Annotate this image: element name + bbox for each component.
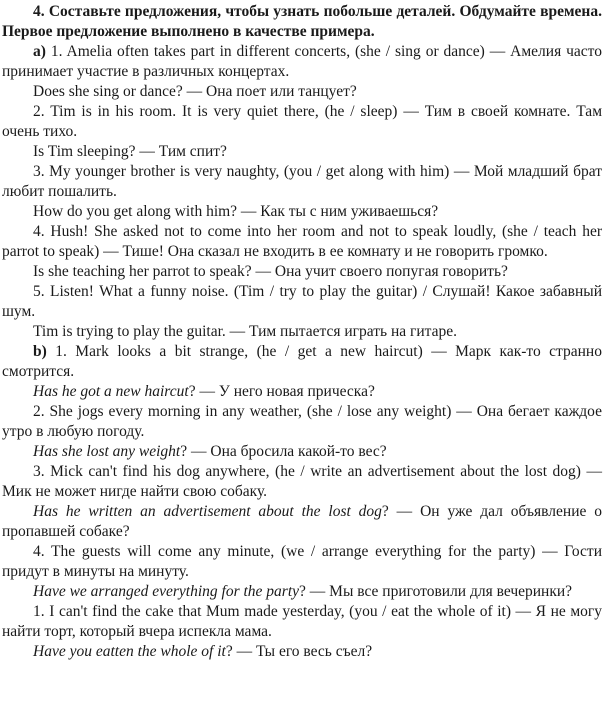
text-segment-italic: Have you eatten the whole of it [33, 643, 226, 660]
text-segment-regular: ? — Она бросила какой-то вес? [180, 443, 387, 460]
item-a-1 [2, 42, 602, 82]
text-segment-italic: Has he written an advertisement about the lost dog [33, 503, 382, 520]
text-segment-italic: Have we arranged everything for the party [33, 583, 300, 600]
text-segment-regular: 1. Mark looks a bit strange, (he / get a new haircut) — Марк как-то странно смотрится. [2, 343, 602, 380]
answer-b-5 [2, 642, 602, 662]
item-b-3 [2, 462, 602, 502]
text-segment-regular: Is she teaching her parrot to speak? — Она учит своего попугая говорить? [33, 263, 508, 280]
question-a-3 [2, 202, 602, 222]
text-segment-regular: 2. Tim is in his room. It is very quiet there, (he / sleep) — Тим в своей комнате. Там очень тихо. [2, 103, 602, 140]
item-b-5 [2, 602, 602, 642]
text-segment-regular: 4. Hush! She asked not to come into her room and not to speak loudly, (she / teach her parrot to speak) — Тише! Она сказал не входить в ее комнату и не говорить громко. [2, 223, 602, 260]
answer-b-2 [2, 442, 602, 462]
text-segment-regular: 1. I can't find the cake that Mum made yesterday, (you / eat the whole of it) — Я не могу найти торт, который вчера испекла мама. [2, 603, 602, 640]
text-segment-regular: 2. She jogs every morning in any weather, (she / lose any weight) — Она бегает каждое утро в любую погоду. [2, 403, 602, 440]
item-a-4 [2, 222, 602, 262]
item-b-2 [2, 402, 602, 442]
item-a-2 [2, 102, 602, 142]
text-segment-regular: 3. My younger brother is very naughty, (you / get along with him) — Мой младший брат любит пошалить. [2, 163, 602, 200]
text-segment-italic: Has she lost any weight [33, 443, 181, 460]
text-segment-regular: 4. The guests will come any minute, (we / arrange everything for the party) — Гости придут в минуты на минуту. [2, 543, 602, 580]
question-a-4 [2, 262, 602, 282]
text-segment-regular: ? — Мы все приготовили для вечеринки? [299, 583, 573, 600]
text-segment-regular: Tim is trying to play the guitar. — Тим пытается играть на гитаре. [33, 323, 457, 340]
answer-a-5 [2, 322, 602, 342]
text-segment-regular: 1. Amelia often takes part in different concerts, (she / sing or dance) — Амелия часто принимает участие в различных концертах. [2, 43, 602, 80]
text-segment-regular: How do you get along with him? — Как ты с ним уживаешься? [33, 203, 439, 220]
text-segment-regular: ? — Он уже дал объявление о пропавшей собаке? [2, 503, 602, 540]
task-heading [2, 2, 602, 42]
answer-b-1 [2, 382, 602, 402]
text-segment-bold: a) [33, 43, 51, 60]
text-segment-bold: 4. Составьте предложения, чтобы узнать побольше деталей. Обдумайте времена. Первое предложение выполнено в качестве примера. [2, 3, 602, 40]
text-segment-regular: ? — У него новая прическа? [188, 383, 375, 400]
text-segment-regular: 5. Listen! What a funny noise. (Tim / try to play the guitar) / Слушай! Какое забавный шум. [2, 283, 602, 320]
question-a-1 [2, 82, 602, 102]
text-segment-regular: Is Tim sleeping? — Тим спит? [33, 143, 227, 160]
text-segment-regular: Does she sing or dance? — Она поет или танцует? [33, 83, 357, 100]
text-segment-italic: Has he got a new haircut [33, 383, 189, 400]
answer-b-3 [2, 502, 602, 542]
item-a-5 [2, 282, 602, 322]
text-segment-regular: 3. Mick can't find his dog anywhere, (he / write an advertisement about the lost dog) — Мик не может нигде найти свою собаку. [2, 463, 602, 500]
text-segment-regular: ? — Ты его весь съел? [225, 643, 373, 660]
text-segment-bold: b) [33, 343, 56, 360]
answer-b-4 [2, 582, 602, 602]
item-a-3 [2, 162, 602, 202]
item-b-4 [2, 542, 602, 582]
question-a-2 [2, 142, 602, 162]
item-b-1 [2, 342, 602, 382]
